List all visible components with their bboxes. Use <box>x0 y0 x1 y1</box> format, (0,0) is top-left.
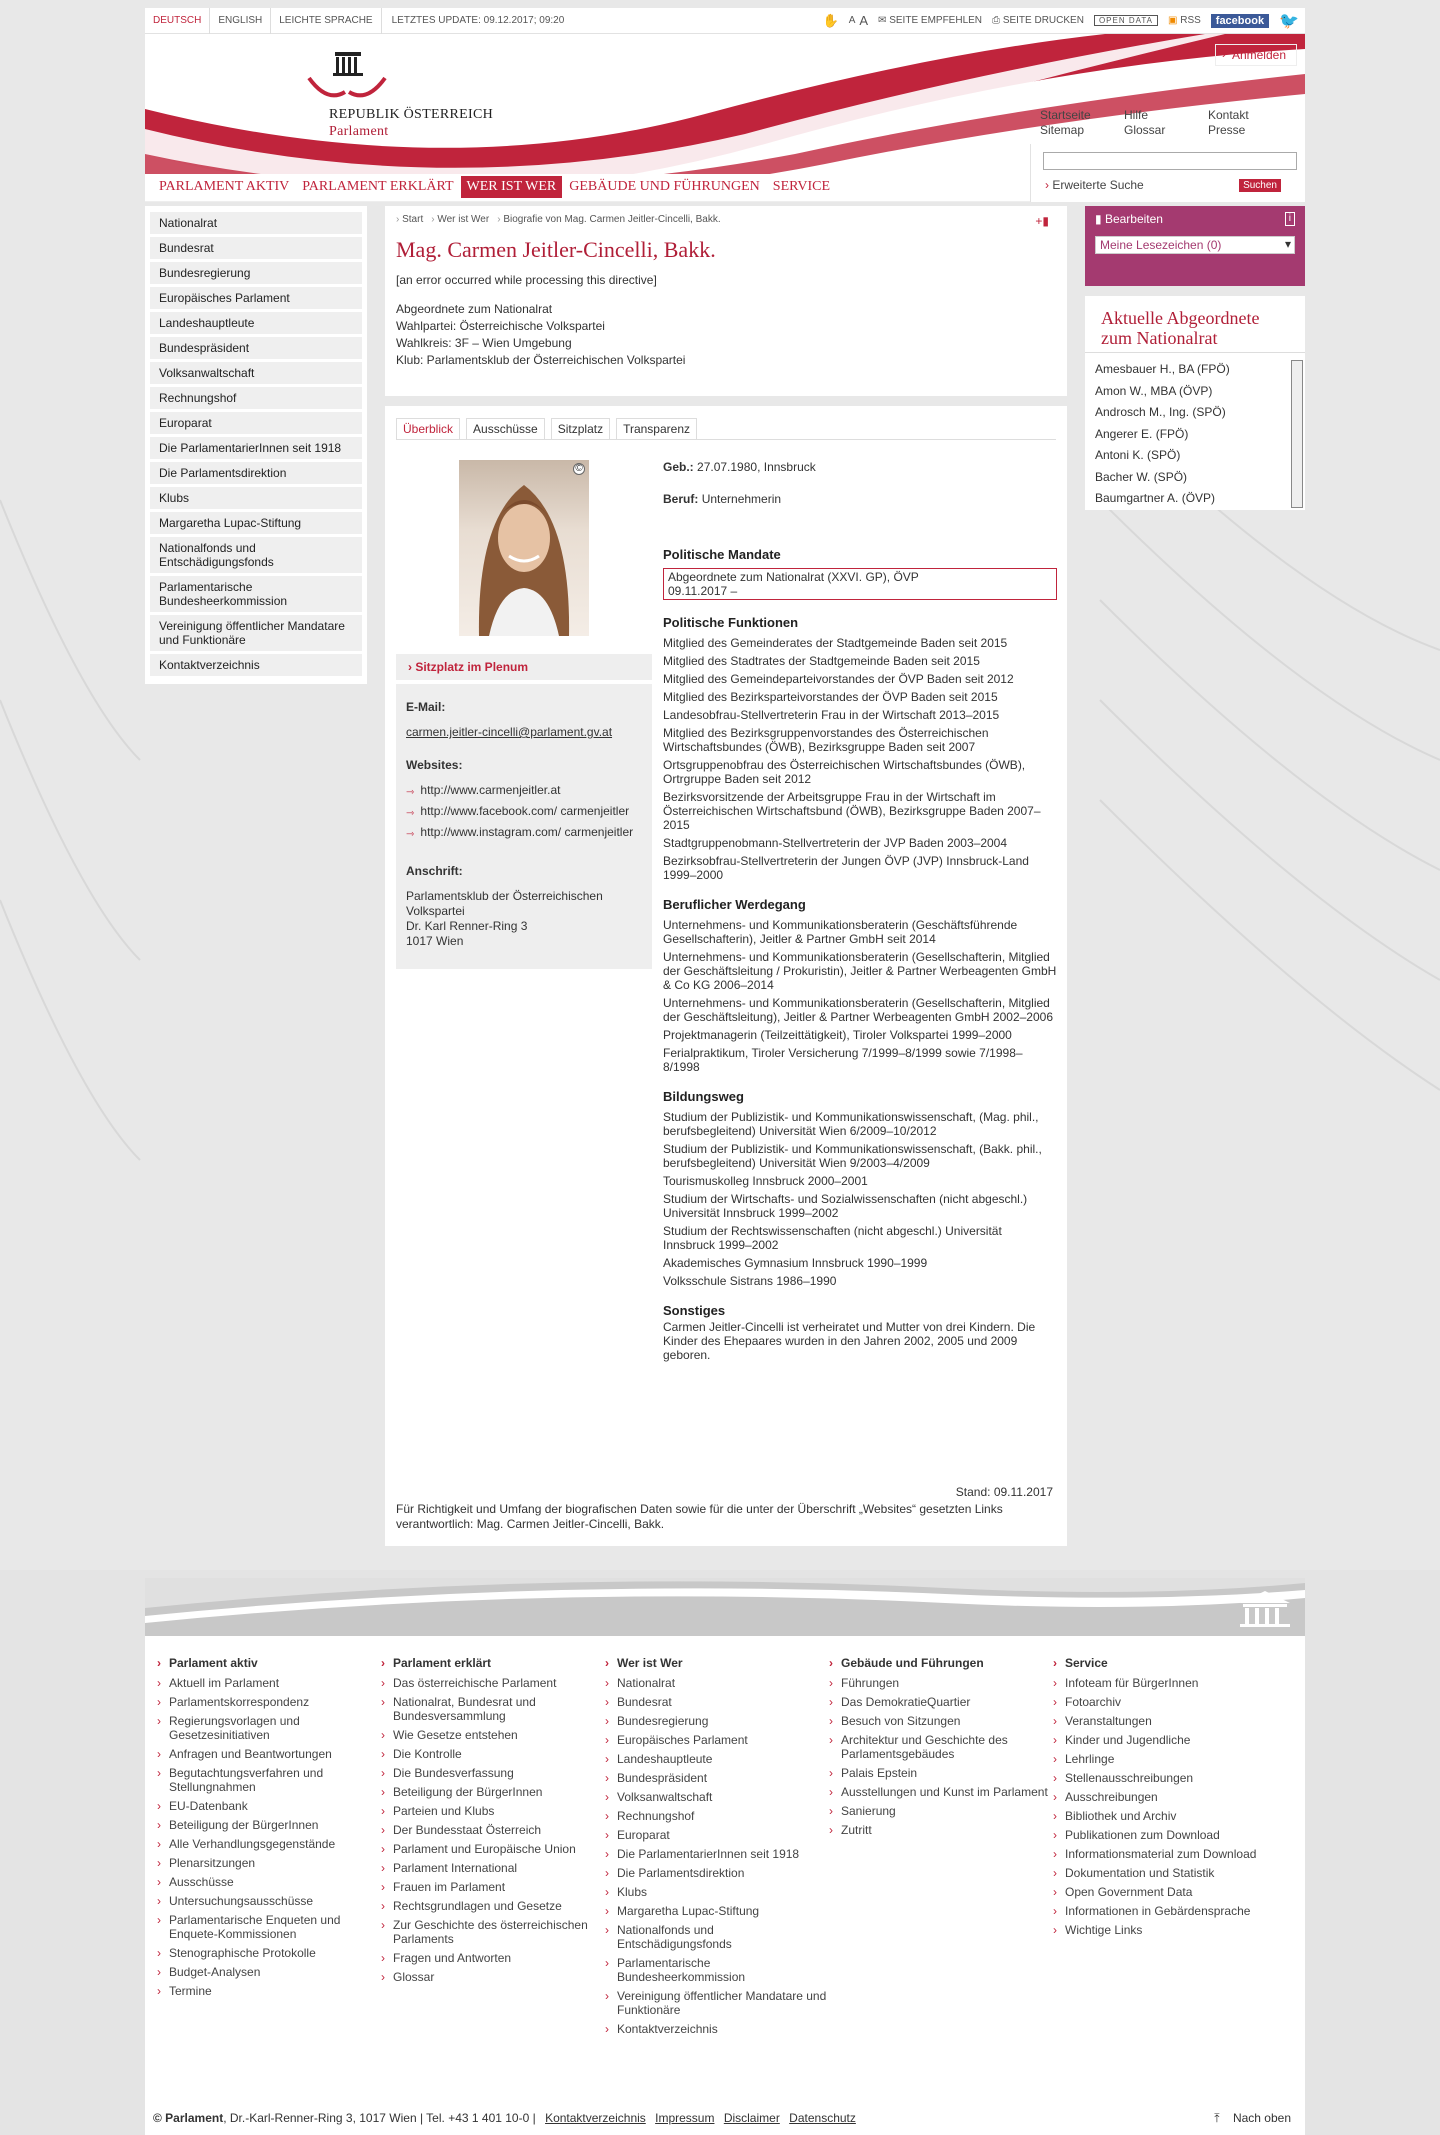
other-heading: Sonstiges <box>663 1303 726 1318</box>
list-item: Landesobfrau-Stellvertreterin Frau in der Wirtschaft 2013–2015 <box>663 708 1000 722</box>
footer-link[interactable]: › Zur Geschichte des österreichischen Parlaments <box>393 1918 617 1946</box>
address: Parlamentsklub der Österreichischen Volkspartei Dr. Karl Renner-Ring 3 1017 Wien <box>406 889 603 948</box>
footer-link[interactable]: › Stenographische Protokolle <box>169 1946 393 1960</box>
current-members-panel <box>1085 296 1305 510</box>
list-item: Ferialpraktikum, Tiroler Versicherung 7/1999–8/1999 sowie 7/1998–8/1998 <box>663 1046 1023 1074</box>
list-item: Studium der Wirtschafts- und Sozialwissenschaften (nicht abgeschl.) Universität Innsbruck 1999–2002 <box>663 1192 1028 1220</box>
members-scrollbar[interactable] <box>1291 360 1303 508</box>
list-item: Mitglied des Bezirksparteivorstandes der ÖVP Baden seit 2015 <box>663 690 998 704</box>
footer-link[interactable]: › Stellenausschreibungen <box>1065 1771 1289 1785</box>
footer-link[interactable]: › Margaretha Lupac-Stiftung <box>617 1904 841 1918</box>
footer-link[interactable]: › Parlament und Europäische Union <box>393 1842 617 1856</box>
arrow-up-icon: ⤒ <box>1214 2111 1223 2125</box>
footer-link[interactable]: › Budget-Analysen <box>169 1965 393 1979</box>
footer-link[interactable]: › Palais Epstein <box>841 1766 1065 1780</box>
footer-link[interactable]: › Landeshauptleute <box>617 1752 841 1766</box>
footer-link[interactable]: › EU-Datenbank <box>169 1799 393 1813</box>
footer-link[interactable]: › Veranstaltungen <box>1065 1714 1289 1728</box>
footer-link[interactable]: › Nationalrat <box>617 1676 841 1690</box>
tab-ueberblick[interactable]: Überblick <box>396 418 460 439</box>
breadcrumb-start[interactable]: › Start <box>396 214 423 225</box>
footer-link-kontaktverzeichnis[interactable]: Kontaktverzeichnis <box>545 2111 646 2125</box>
footer-link[interactable]: › Nationalfonds und Entschädigungsfonds <box>617 1923 841 1951</box>
footer-column <box>393 1656 617 2041</box>
lang-deutsch[interactable]: DEUTSCH <box>145 8 210 34</box>
main-nav <box>153 176 837 198</box>
font-large-button[interactable]: A <box>859 13 869 28</box>
contact-box <box>396 684 652 969</box>
login-link[interactable]: › Anmelden <box>1215 44 1297 66</box>
list-item: Akademisches Gymnasium Innsbruck 1990–1999 <box>663 1256 928 1270</box>
job-info: Beruf: Unternehmerin <box>663 492 782 506</box>
portrait-photo <box>459 460 589 636</box>
edit-title: ▮ Bearbeiten <box>1095 212 1163 226</box>
footer-link[interactable]: › Begutachtungsverfahren und Stellungnahmen <box>169 1766 393 1794</box>
portrait-drawing <box>459 460 589 636</box>
member-link[interactable]: Amon W., MBA (ÖVP) <box>1095 383 1213 398</box>
footer-bottom: © Parlament, Dr.-Karl-Renner-Ring 3, 1017 Wien | Tel. +43 1 401 10-0 | Kontaktverzeichnis Impressum Disclaimer Datenschutz <box>153 2111 856 2125</box>
footer-link[interactable]: › Publikationen zum Download <box>1065 1828 1289 1842</box>
info-icon[interactable]: i <box>1285 212 1295 226</box>
footer-link[interactable]: › Ausschüsse <box>169 1875 393 1889</box>
bookmark-icon: ▮ <box>1095 212 1105 226</box>
print-link[interactable]: ⎙ SEITE DRUCKEN <box>992 15 1084 26</box>
sidebar-item-rechnungshof[interactable]: Rechnungshof <box>150 387 362 409</box>
back-to-top-link[interactable]: ⤒ Nach oben <box>1214 2111 1291 2125</box>
footer-link[interactable]: › Parlamentarische Bundesheerkommission <box>617 1956 841 1984</box>
tab-bar <box>396 418 1056 440</box>
member-link[interactable]: Angerer E. (FPÖ) <box>1095 426 1189 441</box>
list-item: Volksschule Sistrans 1986–1990 <box>663 1274 837 1288</box>
footer-link[interactable]: › Frauen im Parlament <box>393 1880 617 1894</box>
member-link[interactable]: Amesbauer H., BA (FPÖ) <box>1095 362 1230 376</box>
footer-link[interactable]: › Zutritt <box>841 1823 1065 1837</box>
member-link[interactable]: Androsch M., Ing. (SPÖ) <box>1095 405 1226 419</box>
footer-link[interactable]: › Informationen in Gebärdensprache <box>1065 1904 1289 1918</box>
list-item: Mitglied des Bezirksgruppenvorstandes des Österreichischen Wirtschaftsbundes (ÖWB), Bezirksgruppe Baden seit 2007 <box>663 726 989 754</box>
biography-column <box>663 460 1057 1362</box>
list-item: Unternehmens- und Kommunikationsberaterin (Gesellschafterin, Mitglied der Geschäftsleitung / Prokuristin), Jeitler & Partner Werbeagenten GmbH & Co KG 2006–2014 <box>663 950 1057 992</box>
twitter-icon[interactable]: 🐦 <box>1279 12 1299 30</box>
list-item: Unternehmens- und Kommunikationsberaterin (Geschäftsführende Gesellschafterin), Jeitler & Partner GmbH seit 2014 <box>663 918 1018 946</box>
career-list <box>663 918 1057 1074</box>
sidebar-item-bundesrat[interactable]: Bundesrat <box>150 237 362 259</box>
edit-header <box>1095 212 1295 226</box>
nav-wer-ist-wer[interactable]: WER IST WER <box>461 176 563 198</box>
footer-link[interactable]: › Alle Verhandlungsgegenstände <box>169 1837 393 1851</box>
footer-link[interactable]: › Parlamentarische Enqueten und Enquete-Kommissionen <box>169 1913 393 1941</box>
list-item: Stadtgruppenobmann-Stellvertreterin der JVP Baden 2003–2004 <box>663 836 1008 850</box>
list-item: Bezirksobfrau-Stellvertreterin der Jungen ÖVP (JVP) Innsbruck-Land 1999–2000 <box>663 854 1029 882</box>
breadcrumb-wer-ist-wer[interactable]: › Wer ist Wer <box>431 214 489 225</box>
search-box <box>1030 144 1305 202</box>
bookmarks-select[interactable]: Meine Lesezeichen (0) ▾ <box>1095 236 1295 254</box>
footer-link[interactable]: › Architektur und Geschichte des Parlamentsgebäudes <box>841 1733 1065 1761</box>
list-item: Tourismuskolleg Innsbruck 2000–2001 <box>663 1174 868 1188</box>
member-link[interactable]: Bacher W. (SPÖ) <box>1095 469 1188 484</box>
envelope-icon: ✉ <box>878 15 890 26</box>
biography-panel <box>385 406 1067 1546</box>
footer-column <box>841 1656 1065 2041</box>
list-item: Mitglied des Stadtrates der Stadtgemeinde Baden seit 2015 <box>663 654 980 668</box>
career-heading: Beruflicher Werdegang <box>663 897 806 912</box>
breadcrumb-current: › Biografie von Mag. Carmen Jeitler-Cincelli, Bakk. <box>497 214 720 225</box>
main-nav-row <box>145 174 1305 202</box>
list-item: Bezirksvorsitzende der Arbeitsgruppe Frau in der Wirtschaft im Österreichischen Wirtschaftsbund (ÖWB), Bezirksgruppe Baden 2007–2015 <box>663 790 1041 832</box>
footer-column <box>1065 1656 1289 2041</box>
footer-link[interactable]: › Fotoarchiv <box>1065 1695 1289 1709</box>
tab-transparenz[interactable]: Transparenz <box>616 418 697 439</box>
website-link-1[interactable]: ⇾ http://www.carmenjeitler.at <box>406 783 561 798</box>
sidebar-item-bundesheerkommission[interactable]: Parlamentarische Bundesheerkommission <box>150 576 362 612</box>
page-title: Mag. Carmen Jeitler-Cincelli, Bakk. <box>396 237 716 262</box>
list-item: Studium der Publizistik- und Kommunikationswissenschaft, (Bakk. phil., berufsbegleitend) Universität Wien 9/2003–4/2009 <box>663 1142 1042 1170</box>
footer-column-title[interactable]: › Parlament erklärt <box>393 1656 617 1670</box>
parliament-logo-icon[interactable] <box>307 48 387 108</box>
quick-link-presse[interactable]: Presse <box>1208 123 1246 137</box>
footer-link[interactable]: › Aktuell im Parlament <box>169 1676 393 1690</box>
sidebar-item-vereinigung-mandatare[interactable]: Vereinigung öffentlicher Mandatare und Funktionäre <box>150 615 362 651</box>
nav-service[interactable]: SERVICE <box>772 179 831 194</box>
bookmark-add-icon[interactable]: +▮ <box>1035 214 1049 228</box>
nav-parlament-aktiv[interactable]: PARLAMENT AKTIV <box>159 179 290 194</box>
footer-column-title[interactable]: › Parlament aktiv <box>169 1656 393 1670</box>
seat-plenum-link[interactable]: › Sitzplatz im Plenum <box>396 654 652 680</box>
person-facts: Abgeordnete zum Nationalrat Wahlpartei: Österreichische Volkspartei Wahlkreis: 3F – Wien Umgebung Klub: Parlamentsklub der Österreichischen Volkspartei <box>396 302 686 367</box>
footer-link[interactable]: › Beteiligung der BürgerInnen <box>169 1818 393 1832</box>
sidebar-item-kontaktverzeichnis[interactable]: Kontaktverzeichnis <box>150 654 362 676</box>
quick-link-kontakt[interactable]: Kontakt <box>1208 108 1249 122</box>
footer-link[interactable]: › Open Government Data <box>1065 1885 1289 1899</box>
sidebar-item-eu-parlament[interactable]: Europäisches Parlament <box>150 287 362 309</box>
footer-link[interactable]: › Untersuchungsausschüsse <box>169 1894 393 1908</box>
footer-link[interactable]: › Wie Gesetze entstehen <box>393 1728 617 1742</box>
quick-links <box>1040 108 1292 137</box>
footer-link[interactable]: › Bundesrat <box>617 1695 841 1709</box>
footer-link[interactable]: › Die Bundesverfassung <box>393 1766 617 1780</box>
page-container <box>145 8 1305 1531</box>
other-text: Carmen Jeitler-Cincelli ist verheiratet und Mutter von drei Kindern. Die Kinder des Ehepaares wurden in den Jahren 2002, 2005 und 2009 geboren. <box>663 1320 1036 1362</box>
functions-list <box>663 636 1057 882</box>
footer-link[interactable]: › Parteien und Klubs <box>393 1804 617 1818</box>
sign-language-icon[interactable]: ✋ <box>822 12 839 28</box>
recommend-link[interactable]: ✉ SEITE EMPFEHLEN <box>878 15 983 26</box>
footer-link[interactable]: › Wichtige Links <box>1065 1923 1289 1937</box>
footer-swoosh <box>145 1578 1305 1636</box>
list-item: Studium der Publizistik- und Kommunikationswissenschaft, (Mag. phil., berufsbegleitend) Universität Wien 6/2009–10/2012 <box>663 1110 1039 1138</box>
website-link-3[interactable]: ⇾ http://www.instagram.com/ carmenjeitler <box>406 825 634 840</box>
footer-link[interactable]: › Dokumentation und Statistik <box>1065 1866 1289 1880</box>
footer-link[interactable]: › Lehrlinge <box>1065 1752 1289 1766</box>
open-data-link[interactable]: OPEN DATA <box>1094 15 1158 26</box>
footer-link[interactable]: › Termine <box>169 1984 393 1998</box>
footer-link[interactable]: › Fragen und Antworten <box>393 1951 617 1965</box>
left-sidebar <box>145 206 367 684</box>
mandates-heading: Politische Mandate <box>663 547 781 562</box>
footer-link-datenschutz[interactable]: Datenschutz <box>789 2111 856 2125</box>
top-tools <box>823 11 1305 31</box>
address-label: Anschrift: <box>406 864 463 878</box>
member-link[interactable]: Baumgartner A. (ÖVP) <box>1095 491 1216 505</box>
footer-link[interactable]: › Besuch von Sitzungen <box>841 1714 1065 1728</box>
footer-link[interactable]: › Ausschreibungen <box>1065 1790 1289 1804</box>
footer-link[interactable]: › Parlament International <box>393 1861 617 1875</box>
tab-sitzplatz[interactable]: Sitzplatz <box>551 418 610 439</box>
education-list <box>663 1110 1057 1288</box>
footer-link[interactable]: › Sanierung <box>841 1804 1065 1818</box>
photo-copyright[interactable]: © <box>573 463 585 475</box>
language-switch <box>145 8 382 34</box>
email-link[interactable]: carmen.jeitler-cincelli@parlament.gv.at <box>406 725 613 739</box>
external-link-icon: ⇾ <box>406 808 415 819</box>
lang-english[interactable]: ENGLISH <box>210 8 271 34</box>
members-list <box>1085 352 1305 510</box>
quick-link-glossar[interactable]: Glossar <box>1124 123 1166 137</box>
footer-link[interactable]: › Die ParlamentarierInnen seit 1918 <box>617 1847 841 1861</box>
sidebar-item-klubs[interactable]: Klubs <box>150 487 362 509</box>
footer-link[interactable]: › Die Parlamentsdirektion <box>617 1866 841 1880</box>
footer-link[interactable]: › Kontaktverzeichnis <box>617 2022 841 2036</box>
stand-date: Stand: 09.11.2017 <box>955 1485 1053 1499</box>
footer-link[interactable]: › Europäisches Parlament <box>617 1733 841 1747</box>
functions-heading: Politische Funktionen <box>663 615 799 630</box>
footer-link[interactable]: › Ausstellungen und Kunst im Parlament <box>841 1785 1065 1799</box>
lang-leichte-sprache[interactable]: LEICHTE SPRACHE <box>271 8 381 34</box>
search-button[interactable]: Suchen <box>1239 179 1281 192</box>
email-label: E-Mail: <box>406 700 446 714</box>
external-link-icon: ⇾ <box>406 829 415 840</box>
footer-banner <box>145 1578 1305 1636</box>
footer-link[interactable]: › Vereinigung öffentlicher Mandatare und Funktionäre <box>617 1989 841 2017</box>
footer-column <box>617 1656 841 2041</box>
mandate-box: Abgeordnete zum Nationalrat (XXVI. GP), ÖVP 09.11.2017 – <box>663 568 1057 600</box>
footer-column-title[interactable]: › Wer ist Wer <box>617 1656 841 1670</box>
list-item: Studium der Rechtswissenschaften (nicht abgeschl.) Universität Innsbruck 1999–2002 <box>663 1224 1002 1252</box>
quick-link-startseite[interactable]: Startseite <box>1040 108 1091 122</box>
footer-columns <box>145 1636 1305 2041</box>
responsibility-note: Für Richtigkeit und Umfang der biografischen Daten sowie für die unter der Überschrift „Websites“ gesetzten Links verantwortlich: Mag. Carmen Jeitler-Cincelli, Bakk. <box>396 1502 1003 1531</box>
member-link[interactable]: Antoni K. (SPÖ) <box>1095 448 1181 462</box>
edit-panel <box>1085 206 1305 286</box>
profile-column <box>396 460 652 969</box>
right-column <box>1085 206 1305 510</box>
footer-link[interactable]: › Plenarsitzungen <box>169 1856 393 1870</box>
footer-link[interactable]: › Parlamentskorrespondenz <box>169 1695 393 1709</box>
nav-parlament-erklaert[interactable]: PARLAMENT ERKLÄRT <box>302 179 454 194</box>
footer-column <box>169 1656 393 2041</box>
footer-link[interactable]: › Nationalrat, Bundesrat und Bundesversammlung <box>393 1695 617 1723</box>
footer-link[interactable]: › Klubs <box>617 1885 841 1899</box>
footer-link[interactable]: › Glossar <box>393 1970 617 1984</box>
sidebar-item-nationalrat[interactable]: Nationalrat <box>150 212 362 234</box>
last-update: LETZTES UPDATE: 09.12.2017; 09:20 <box>391 15 565 26</box>
main-content <box>385 206 1067 1546</box>
footer-link[interactable]: › Informationsmaterial zum Download <box>1065 1847 1289 1861</box>
tab-ausschuesse[interactable]: Ausschüsse <box>466 418 545 439</box>
footer-link[interactable]: › Die Kontrolle <box>393 1747 617 1761</box>
footer-link[interactable]: › Beteiligung der BürgerInnen <box>393 1785 617 1799</box>
footer-link-disclaimer[interactable]: Disclaimer <box>723 2111 780 2125</box>
list-item: Projektmanagerin (Teilzeittätigkeit), Tiroler Volkspartei 1999–2000 <box>663 1028 1012 1042</box>
chevron-right-icon: › <box>1045 178 1053 192</box>
rss-link[interactable]: ▣ RSS <box>1167 15 1201 26</box>
sidebar-item-landeshauptleute[interactable]: Landeshauptleute <box>150 312 362 334</box>
footer-link[interactable]: › Rechtsgrundlagen und Gesetze <box>393 1899 617 1913</box>
list-item: Unternehmens- und Kommunikationsberaterin (Gesellschafterin, Mitglied der Geschäftsleitung), Jeitler & Partner Werbeagenten GmbH 2002–2006 <box>663 996 1053 1024</box>
search-input[interactable] <box>1043 152 1297 170</box>
footer-parliament-icon <box>1235 1588 1295 1628</box>
footer-link[interactable]: › Der Bundesstaat Österreich <box>393 1823 617 1837</box>
footer-column-title[interactable]: › Gebäude und Führungen <box>841 1656 1065 1670</box>
footer-link[interactable]: › Bundespräsident <box>617 1771 841 1785</box>
advanced-search-link[interactable]: › Erweiterte Suche <box>1045 178 1144 192</box>
breadcrumb <box>396 214 1056 225</box>
footer-link-impressum[interactable]: Impressum <box>655 2111 715 2125</box>
footer-link[interactable]: › Bibliothek und Archiv <box>1065 1809 1289 1823</box>
footer-link[interactable]: › Regierungsvorlagen und Gesetzesinitiativen <box>169 1714 393 1742</box>
sidebar-item-volksanwaltschaft[interactable]: Volksanwaltschaft <box>150 362 362 384</box>
footer-link[interactable]: › Volksanwaltschaft <box>617 1790 841 1804</box>
list-item: Ortsgruppenobfrau des Österreichischen Wirtschaftsbundes (ÖWB), Ortrgruppe Baden seit 2012 <box>663 758 1026 786</box>
websites-label: Websites: <box>406 758 463 772</box>
rss-icon: ▣ <box>1167 15 1181 26</box>
current-members-title: Aktuelle Abgeordnete zum Nationalrat <box>1101 308 1260 348</box>
printer-icon: ⎙ <box>992 15 1003 26</box>
quick-link-sitemap[interactable]: Sitemap <box>1040 123 1085 137</box>
education-heading: Bildungsweg <box>663 1089 744 1104</box>
site-footer <box>145 1578 1305 2135</box>
person-header <box>385 206 1067 396</box>
website-link-2[interactable]: ⇾ http://www.facebook.com/ carmenjeitler <box>406 804 630 819</box>
list-item: Mitglied des Gemeinderates der Stadtgemeinde Baden seit 2015 <box>663 636 1008 650</box>
footer-link[interactable]: › Das DemokratieQuartier <box>841 1695 1065 1709</box>
external-link-icon: ⇾ <box>406 787 415 798</box>
footer-link[interactable]: › Kinder und Jugendliche <box>1065 1733 1289 1747</box>
footer-link[interactable]: › Führungen <box>841 1676 1065 1690</box>
nav-gebaeude-fuehrungen[interactable]: GEBÄUDE UND FÜHRUNGEN <box>569 179 760 194</box>
facebook-link[interactable]: facebook <box>1211 14 1269 28</box>
sidebar-item-parlamentarier-1918[interactable]: Die ParlamentarierInnen seit 1918 <box>150 437 362 459</box>
quick-link-hilfe[interactable]: Hilfe <box>1124 108 1149 122</box>
list-item: Mitglied des Gemeindeparteivorstandes der ÖVP Baden seit 2012 <box>663 672 1014 686</box>
sidebar-item-europarat[interactable]: Europarat <box>150 412 362 434</box>
footer-link[interactable]: › Das österreichische Parlament <box>393 1676 617 1690</box>
top-bar <box>145 8 1305 34</box>
logo-text[interactable]: REPUBLIK ÖSTERREICH Parlament <box>329 107 493 139</box>
font-small-button[interactable]: A <box>848 15 856 26</box>
footer-link[interactable]: › Anfragen und Beantwortungen <box>169 1747 393 1761</box>
birth-info: Geb.: 27.07.1980, Innsbruck <box>663 460 816 474</box>
sidebar-item-nationalfonds[interactable]: Nationalfonds und Entschädigungsfonds <box>150 537 362 573</box>
footer-link[interactable]: › Europarat <box>617 1828 841 1842</box>
sidebar-item-parlamentsdirektion[interactable]: Die Parlamentsdirektion <box>150 462 362 484</box>
footer-link[interactable]: › Bundesregierung <box>617 1714 841 1728</box>
sidebar-item-bundespraesident[interactable]: Bundespräsident <box>150 337 362 359</box>
sidebar-item-bundesregierung[interactable]: Bundesregierung <box>150 262 362 284</box>
footer-link[interactable]: › Infoteam für BürgerInnen <box>1065 1676 1289 1690</box>
sidebar-item-lupac-stiftung[interactable]: Margaretha Lupac-Stiftung <box>150 512 362 534</box>
error-message: [an error occurred while processing this directive] <box>396 273 657 287</box>
footer-link[interactable]: › Rechnungshof <box>617 1809 841 1823</box>
footer-column-title[interactable]: › Service <box>1065 1656 1289 1670</box>
